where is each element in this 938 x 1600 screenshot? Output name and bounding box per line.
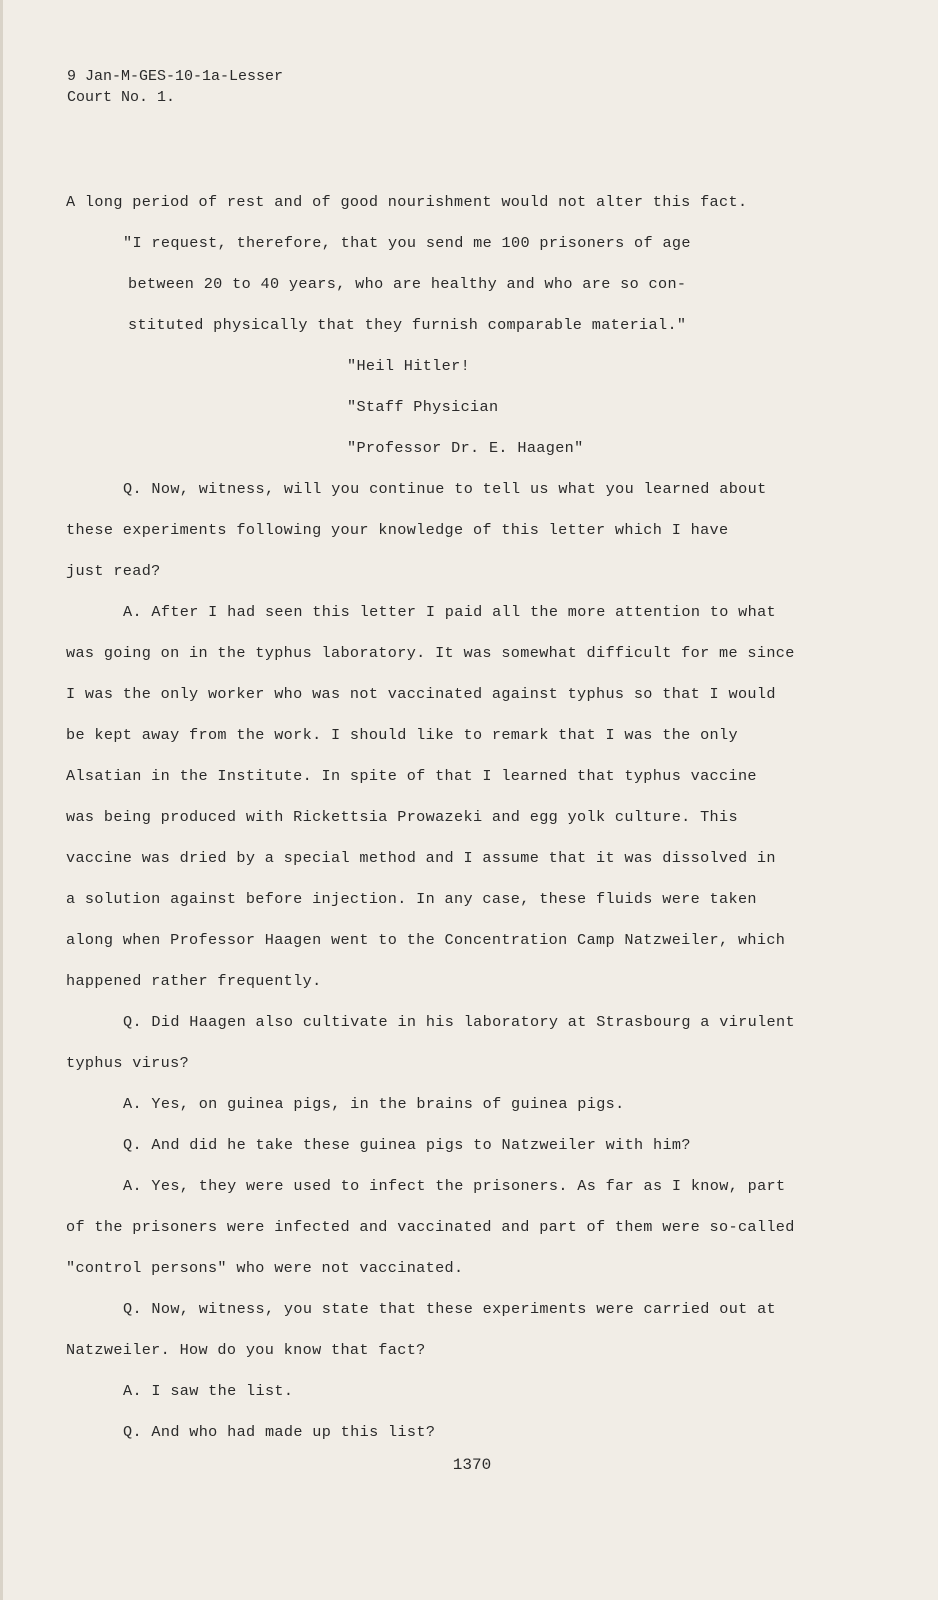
transcript-line: A long period of rest and of good nourishment would not alter this fact. [66, 193, 748, 211]
document-header [67, 66, 283, 108]
transcript-line: vaccine was dried by a special method and I assume that it was dissolved in [66, 849, 776, 867]
transcript-line: these experiments following your knowledge of this letter which I have [66, 521, 729, 539]
transcript-line: be kept away from the work. I should like to remark that I was the only [66, 726, 738, 744]
transcript-line: Q. And did he take these guinea pigs to Natzweiler with him? [123, 1136, 691, 1154]
transcript-line: Q. Now, witness, you state that these experiments were carried out at [123, 1300, 777, 1318]
transcript-line: "Staff Physician [347, 398, 499, 416]
page-number: 1370 [452, 1456, 492, 1474]
transcript-line: typhus virus? [66, 1054, 190, 1072]
transcript-line: stituted physically that they furnish comparable material." [128, 316, 687, 334]
transcript-line: between 20 to 40 years, who are healthy and who are so con- [128, 275, 687, 293]
transcript-line: "I request, therefore, that you send me 100 prisoners of age [123, 234, 691, 252]
transcript-line: A. I saw the list. [123, 1382, 294, 1400]
transcript-line: "Professor Dr. E. Haagen" [347, 439, 584, 457]
transcript-line: of the prisoners were infected and vaccinated and part of them were so-called [66, 1218, 795, 1236]
transcript-line: Alsatian in the Institute. In spite of that I learned that typhus vaccine [66, 767, 757, 785]
transcript-line: Q. And who had made up this list? [123, 1423, 436, 1441]
transcript-line: Q. Did Haagen also cultivate in his laboratory at Strasbourg a virulent [123, 1013, 795, 1031]
transcript-line: along when Professor Haagen went to the Concentration Camp Natzweiler, which [66, 931, 786, 949]
transcript-line: "Heil Hitler! [347, 357, 471, 375]
transcript-line: A. After I had seen this letter I paid all the more attention to what [123, 603, 777, 621]
transcript-body [66, 182, 866, 1453]
transcript-line: was being produced with Rickettsia Prowazeki and egg yolk culture. This [66, 808, 738, 826]
transcript-line: Natzweiler. How do you know that fact? [66, 1341, 426, 1359]
header-reference: 9 Jan-M-GES-10-1a-Lesser [67, 68, 284, 85]
transcript-line: just read? [66, 562, 161, 580]
transcript-line: "control persons" who were not vaccinated. [66, 1259, 464, 1277]
transcript-line: a solution against before injection. In any case, these fluids were taken [66, 890, 757, 908]
transcript-line: Q. Now, witness, will you continue to tell us what you learned about [123, 480, 767, 498]
transcript-line: A. Yes, on guinea pigs, in the brains of guinea pigs. [123, 1095, 625, 1113]
transcript-line: was going on in the typhus laboratory. It was somewhat difficult for me since [66, 644, 795, 662]
header-court: Court No. 1. [67, 89, 176, 106]
transcript-line: A. Yes, they were used to infect the prisoners. As far as I know, part [123, 1177, 786, 1195]
transcript-line: I was the only worker who was not vaccinated against typhus so that I would [66, 685, 776, 703]
transcript-line: happened rather frequently. [66, 972, 322, 990]
